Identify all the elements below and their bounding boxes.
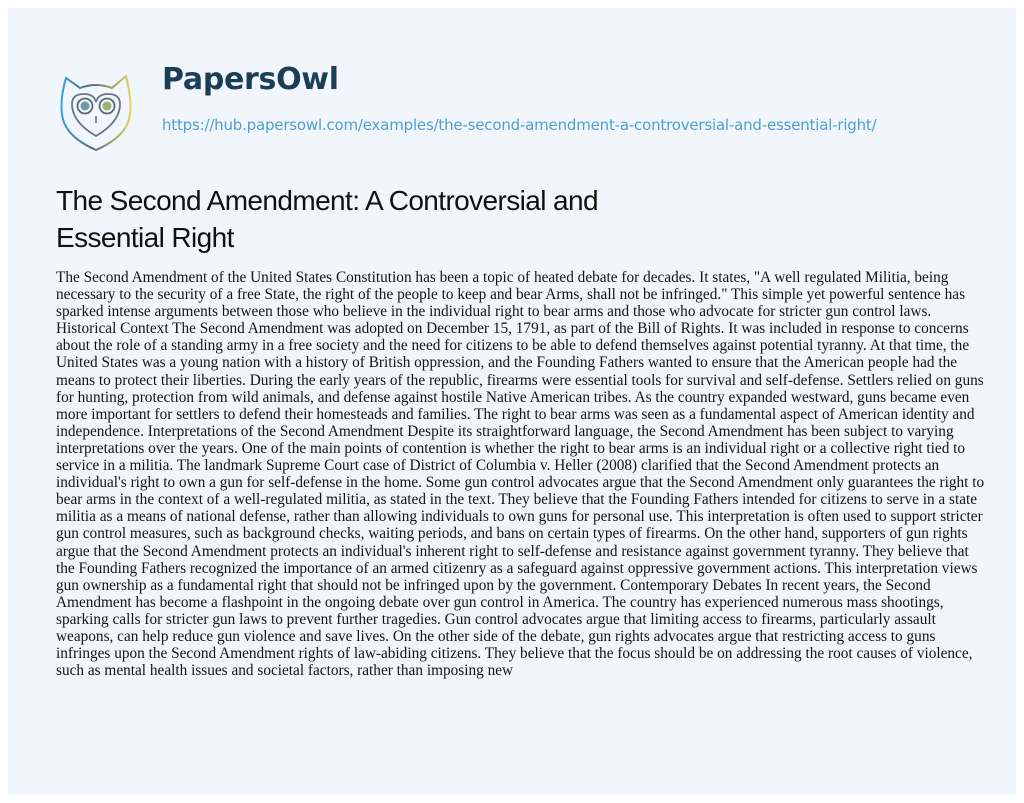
document-card xyxy=(8,8,1016,795)
owl-logo-icon xyxy=(58,70,134,154)
document-title: The Second Amendment: A Controversial and Essential Right xyxy=(56,185,598,253)
document-body: The Second Amendment of the United States Constitution has been a topic of heated debate for decades. It states, "A well regulated Militia, being necessary to the security of a free State, the right of the people to keep and bear Arms, shall not be infringed." This simple yet powerful sentence has sparked intense arguments between those who believe in the individual right to bear arms and those who advocate for stricter gun control laws. Historical Context The Second Amendment was adopted on December 15, 1791, as part of the Bill of Rights. It was included in response to concerns about the role of a standing army in a free society and the need for citizens to be able to defend themselves against potential tyranny. At that time, the United States was a young nation with a history of British oppression, and the Founding Fathers wanted to ensure that the American people had the means to protect their liberties. During the early years of the republic, firearms were essential tools for survival and self-defense. Settlers relied on guns for hunting, protection from wild animals, and defense against hostile Native American tribes. As the country expanded westward, guns became even more important for settlers to defend their homesteads and families. The right to bear arms was seen as a fundamental aspect of American identity and independence. Interpretations of the Second Amendment Despite its straightforward language, the Second Amendment has been subject to varying interpretations over the years. One of the main points of contention is whether the right to bear arms is an individual right or a collective right tied to service in a militia. The landmark Supreme Court case of District of Columbia v. Heller (2008) clarified that the Second Amendment protects an individual's right to own a gun for self-defense in the home. Some gun control advocates argue that the Second Amendment only guarantees the right to bear arms in the context of a well-regulated militia, as stated in the text. They believe that the Founding Fathers intended for citizens to serve in a state militia as a means of national defense, rather than allowing individuals to own guns for personal use. This interpretation is often used to support stricter gun control measures, such as background checks, waiting periods, and bans on certain types of firearms. On the other hand, supporters of gun rights argue that the Second Amendment protects an individual's inherent right to self-defense and resistance against government tyranny. They believe that the Founding Fathers recognized the importance of an armed citizenry as a safeguard against oppressive government actions. This interpretation views gun ownership as a fundamental right that should not be infringed upon by the government. Contemporary Debates In recent years, the Second Amendment has become a flashpoint in the ongoing debate over gun control in America. The country has experienced numerous mass shootings, sparking calls for stricter gun laws to prevent further tragedies. Gun control advocates argue that limiting access to firearms, particularly assault weapons, can help reduce gun violence and save lives. On the other side of the debate, gun rights advocates argue that restricting access to guns infringes upon the Second Amendment rights of law-abiding citizens. They believe that the focus should be on addressing the root causes of violence, such as mental health issues and societal factors, rather than imposing new xyxy=(56,269,985,680)
brand-name: PapersOwl xyxy=(162,62,339,97)
source-url-link[interactable]: https://hub.papersowl.com/examples/the-second-amendment-a-controversial-and-essential-right/ xyxy=(162,116,877,134)
